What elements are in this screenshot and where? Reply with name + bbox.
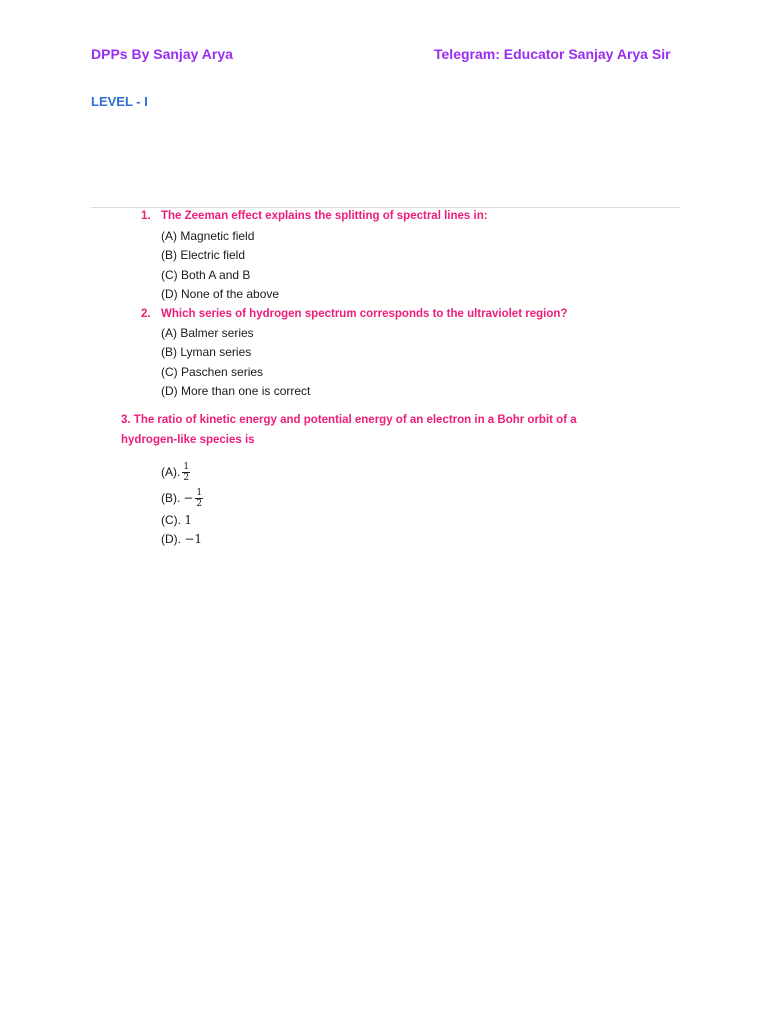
option-label: (B). xyxy=(161,491,181,505)
header-telegram: Telegram: Educator Sanjay Arya Sir xyxy=(434,46,671,62)
option-value: −1 xyxy=(184,532,203,546)
option-label: (D). xyxy=(161,532,181,546)
question-text: The ratio of kinetic energy and potential energy of an electron in a Bohr orbit of a xyxy=(133,414,577,426)
level-heading: LEVEL - I xyxy=(91,94,148,109)
question-2 xyxy=(141,304,567,324)
option-d xyxy=(161,530,202,548)
option-b xyxy=(161,488,203,509)
option-a xyxy=(161,462,190,483)
option: (B) Electric field xyxy=(161,248,246,262)
option-c xyxy=(161,511,192,529)
option-value: 1 xyxy=(184,513,192,527)
option: (C) Both A and B xyxy=(161,268,251,282)
option-label: (C). xyxy=(161,513,181,527)
minus-sign: − xyxy=(183,491,194,505)
option-label: (A). xyxy=(161,465,181,479)
question-number: 2. xyxy=(141,308,151,320)
question-number: 1. xyxy=(141,210,151,222)
option: (A) Balmer series xyxy=(161,326,254,340)
header-title: DPPs By Sanjay Arya xyxy=(91,46,233,62)
option: (A) Magnetic field xyxy=(161,229,255,243)
question-1 xyxy=(141,206,488,226)
question-3 xyxy=(121,410,577,430)
option: (D) More than one is correct xyxy=(161,384,311,398)
question-3-line-2: hydrogen-like species is xyxy=(121,434,255,446)
option: (C) Paschen series xyxy=(161,365,264,379)
fraction: $\frac{1}{2}$ xyxy=(196,488,203,510)
option: (B) Lyman series xyxy=(161,345,252,359)
fraction: $\frac{1}{2}$ xyxy=(183,462,190,484)
question-text: Which series of hydrogen spectrum corresponds to the ultraviolet region? xyxy=(161,308,568,320)
question-text: The Zeeman effect explains the splitting of spectral lines in: xyxy=(161,210,488,222)
option: (D) None of the above xyxy=(161,287,280,301)
question-number: 3. xyxy=(121,414,131,426)
